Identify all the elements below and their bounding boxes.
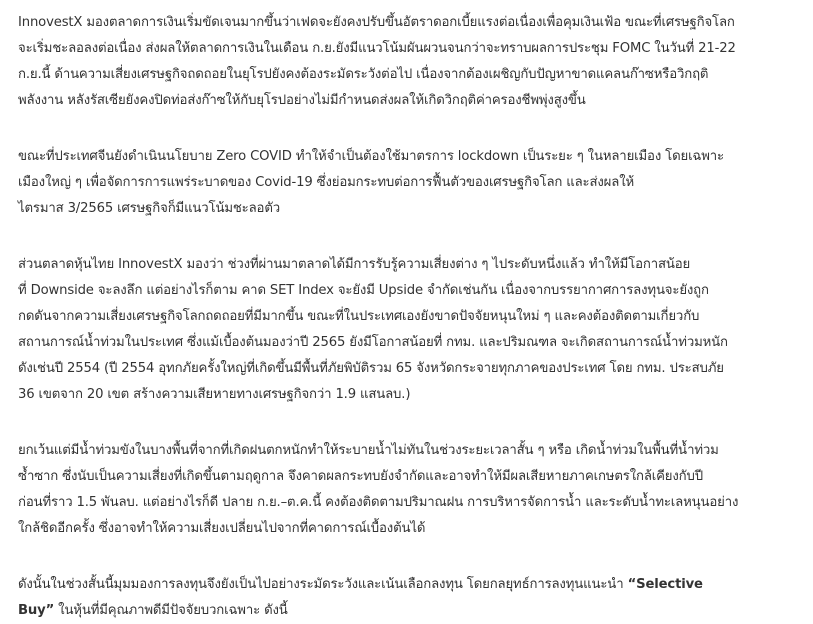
paragraph-line: พลังงาน หลังรัสเซียยังคงปิดท่อส่งก๊าซให้กับยุโรปอย่างไม่มีกำหนดส่งผลให้เกิดวิกฤติค่าครองชีพพุ่งสูงขึ้น — [18, 93, 586, 108]
paragraph-1 — [18, 10, 813, 114]
paragraph-3 — [18, 252, 813, 408]
paragraph-text: ดังนั้นในช่วงสั้นนี้มุมมองการลงทุนจึงยังเป็นไปอย่างระมัดระวังและเน้นเลือกลงทุน โดยกลยุทธ์การลงทุนแนะนำ — [18, 577, 628, 592]
paragraph-line: ใกล้ชิดอีกครั้ง ซึ่งอาจทำให้ความเสี่ยงเปลี่ยนไปจากที่คาดการณ์เบื้องต้นได้ — [18, 521, 426, 536]
paragraph-text: ในหุ้นที่มีคุณภาพดีมีปัจจัยบวกเฉพาะ ดังนี้ — [54, 603, 288, 618]
paragraph-line: ซ้ำซาก ซึ่งนับเป็นความเสี่ยงที่เกิดขึ้นตามฤดูกาล จึงคาดผลกระทบยังจำกัดและอาจทำให้มีผลเสียหายภาคเกษตรใกล้เคียงกับปี — [18, 469, 703, 484]
paragraph-line: ก.ย.นี้ ด้านความเสี่ยงเศรษฐกิจถดถอยในยุโรปยังคงต้องระมัดระวังต่อไป เนื่องจากต้องเผชิญกับปัญหาขาดแคลนก๊าซหรือวิกฤติ — [18, 67, 709, 82]
paragraph-line — [18, 598, 813, 624]
paragraph-5 — [18, 572, 813, 624]
paragraph-line: เมืองใหญ่ ๆ เพื่อจัดการการแพร่ระบาดของ Covid-19 ซึ่งย่อมกระทบต่อการฟื้นตัวของเศรษฐกิจโลก และส่งผลให้ — [18, 175, 635, 190]
paragraph-line: ดังเช่นปี 2554 (ปี 2554 อุทกภัยครั้งใหญ่ที่เกิดขึ้นมีพื้นที่ภัยพิบัติรวม 65 จังหวัดกระจายทุกภาคของประเทศ โดย กทม. ประสบภัย — [18, 361, 724, 376]
paragraph-4 — [18, 438, 813, 542]
strategy-highlight: “Selective — [627, 577, 703, 592]
paragraph-line: กดดันจากความเสี่ยงเศรษฐกิจโลกถดถอยที่มีมากขึ้น ขณะที่ในประเทศเองยังขาดปัจจัยหนุนใหม่ ๆ และคงต้องติดตามเกี่ยวกับ — [18, 309, 700, 324]
paragraph-2 — [18, 144, 813, 222]
paragraph-line: ส่วนตลาดหุ้นไทย InnovestX มองว่า ช่วงที่ผ่านมาตลาดได้มีการรับรู้ความเสี่ยงต่าง ๆ ไประดับหนึ่งแล้ว ทำให้มีโอกาสน้อย — [18, 257, 691, 272]
paragraph-line — [18, 572, 813, 598]
paragraph-line: ไตรมาส 3/2565 เศรษฐกิจก็มีแนวโน้มชะลอตัว — [18, 201, 280, 216]
paragraph-line: ที่ Downside จะลงลึก แต่อย่างไรก็ตาม คาด SET Index จะยังมี Upside จำกัดเช่นกัน เนื่องจากบรรยากาศการลงทุนจะยังถูก — [18, 283, 709, 298]
paragraph-line: จะเริ่มชะลอลงต่อเนื่อง ส่งผลให้ตลาดการเงินในเดือน ก.ย.ยังมีแนวโน้มผันผวนจนกว่าจะทราบผลการประชุม FOMC ในวันที่ 21-22 — [18, 41, 736, 56]
paragraph-line: InnovestX มองตลาดการเงินเริ่มขัดเจนมากขึ้นว่าเฟดจะยังคงปรับขึ้นอัตราดอกเบี้ยแรงต่อเนื่องเพื่อคุมเงินเฟ้อ ขณะที่เศรษฐกิจโลก — [18, 15, 735, 30]
paragraph-line: ขณะที่ประเทศจีนยังดำเนินนโยบาย Zero COVID ทำให้จำเป็นต้องใช้มาตรการ lockdown เป็นระยะ ๆ ในหลายเมือง โดยเฉพาะ — [18, 149, 724, 164]
paragraph-line: สถานการณ์น้ำท่วมในประเทศ ซึ่งแม้เบื้องต้นมองว่าปี 2565 ยังมีโอกาสน้อยที่ กทม. และปริมณฑล จะเกิดสถานการณ์น้ำท่วมหนัก — [18, 335, 728, 350]
paragraph-line: ก่อนที่ราว 1.5 พันลบ. แต่อย่างไรก็ดี ปลาย ก.ย.–ต.ค.นี้ คงต้องติดตามปริมาณฝน การบริหารจัดการน้ำ และระดับน้ำทะเลหนุนอย่าง — [18, 495, 739, 510]
paragraph-line: 36 เขตจาก 20 เขต สร้างความเสียหายทางเศรษฐกิจกว่า 1.9 แสนลบ.) — [18, 387, 411, 402]
paragraph-line: ยกเว้นแต่มีน้ำท่วมขังในบางพื้นที่จากที่เกิดฝนตกหนักทำให้ระบายน้ำไม่ทันในช่วงระยะเวลาสั้น ๆ หรือ เกิดน้ำท่วมในพื้นที่น้ำท่วม — [18, 443, 719, 458]
strategy-highlight: Buy” — [18, 603, 55, 618]
